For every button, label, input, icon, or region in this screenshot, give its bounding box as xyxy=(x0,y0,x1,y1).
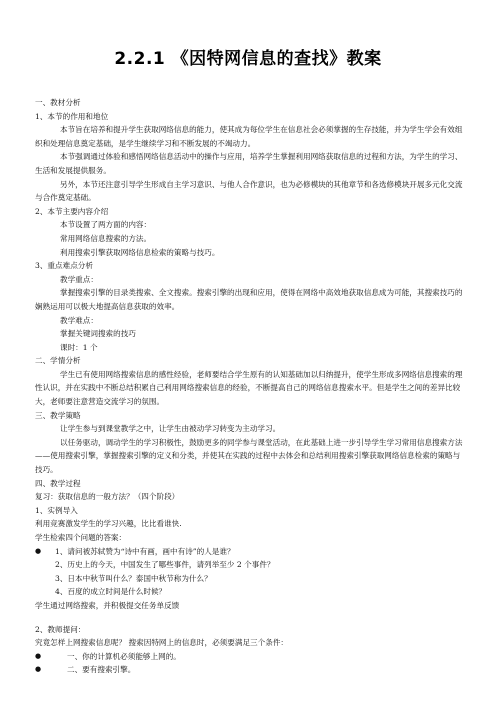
bullet-dot-icon: ● xyxy=(35,665,42,674)
text-line: 学生已有使用网络搜索信息的感性经验，老师要结合学生原有的认知基础加以归纳提升，使学生形成多网络信息搜索的理性认识，并在实践中不断总结积累自己利用网络搜索信息的经验，不断提高自己的网络信息搜索水平。但是学生之间的差异比较大，老师要注意营造交流学习的氛围。 xyxy=(35,369,463,407)
text-line: 利用竞赛激发学生的学习兴趣，比比看谁快. xyxy=(35,519,182,529)
document-body xyxy=(35,96,465,677)
text-line: 掌握关键词搜索的技巧 xyxy=(60,329,136,339)
bullet-text: 3、日本中秋节叫什么？泰国中秋节称为什么？ xyxy=(55,573,212,583)
text-line: 四、教学过程 xyxy=(35,478,81,488)
text-line: 二、学情分析 xyxy=(35,356,81,366)
bullet-text: 2、历史上的今天，中国发生了哪些事件，请列举至少 2 个事件？ xyxy=(55,560,275,570)
bullet-dot-icon: ● xyxy=(35,546,42,555)
text-line: 教学难点： xyxy=(60,315,98,325)
section-heading: 2、教师提问： xyxy=(35,624,86,634)
text-line: 复习：获取信息的一般方法？（四个阶段） xyxy=(35,492,180,502)
bullet-text: 二、要有搜索引擎。 xyxy=(67,665,136,675)
text-line: 课时：1 个 xyxy=(60,342,98,352)
text-line: 三、教学策略 xyxy=(35,410,81,420)
text-line: 掌握搜索引擎的目录类搜索、全文搜索。搜索引擎的出现和应用，使得在网络中高效地获取信息成为可能，其搜索技巧的娴熟运用可以极大地提高信息获取的效率。 xyxy=(35,288,463,311)
text-line: 1、本节的作用和地位 xyxy=(35,111,109,121)
bullet-text: 4、百度的成立时间是什么时候？ xyxy=(55,587,167,597)
question-line: 究竟怎样上网搜索信息呢？ 搜索因特网上的信息时，必须要满足三个条件： xyxy=(35,638,289,648)
bullet-item xyxy=(35,558,465,572)
text-line: 以任务驱动，调动学生的学习积极性，鼓励更多的同学参与课堂活动，在此基础上进一步引导学生学习常用信息搜索方法——使用搜索引擎，掌握搜索引擎的定义和分类，并使其在实践的过程中去体会和总结利用搜索引擎获取网络信息检索的策略与技巧。 xyxy=(35,437,463,475)
feedback-line: 学生通过网络搜索，并积极提交任务单反馈 xyxy=(35,600,180,610)
text-line: 本节设置了两方面的内容： xyxy=(60,220,152,230)
text-line: 让学生参与到课堂教学之中，让学生由被动学习转变为主动学习。 xyxy=(60,424,281,434)
bullet-item xyxy=(35,585,465,599)
bullet-dot-icon xyxy=(35,558,49,572)
question-list xyxy=(35,545,465,599)
text-line: 一、教材分析 xyxy=(35,98,81,107)
text-line: 学生检索四个问题的答案： xyxy=(35,533,127,542)
bullet-item xyxy=(35,572,465,586)
spacer xyxy=(35,613,465,623)
text-line: 常用网络信息搜索的方法。 xyxy=(60,233,152,243)
text-line: 本节旨在培养和提升学生获取网络信息的能力，使其成为每位学生在信息社会必须掌握的生存技能，并为学生学会有效组织和处理信息奠定基础，是学生继续学习和不断发展的不竭动力。 xyxy=(35,125,463,148)
bullet-dot-icon xyxy=(35,572,49,586)
text-line: 教学重点： xyxy=(60,274,98,284)
text-line: 2、本节主要内容介绍 xyxy=(35,206,109,216)
text-line: 另外，本节还注意引导学生形成自主学习意识、与他人合作意识，也为必修模块的其他章节和各选修模块开展多元化交流与合作奠定基础。 xyxy=(35,179,463,203)
bullet-item xyxy=(35,545,465,559)
text-line: 利用搜索引擎获取网络信息检索的策略与技巧。 xyxy=(60,247,220,257)
text-line: 本节强调通过体验和感悟网络信息活动中的操作与应用，培养学生掌握利用网络获取信息的过程和方法，为学生的学习、生活和发展提供服务。 xyxy=(35,152,463,175)
bullet-text: 1、请问被苏轼赞为“诗中有画，画中有诗”的人是谁？ xyxy=(55,546,235,556)
bullet-item xyxy=(35,663,465,677)
document-title: 2.2.1 《因特网信息的查找》教案 xyxy=(114,49,382,69)
bullet-dot-icon: ● xyxy=(35,651,42,660)
text-line: 1、实例导入 xyxy=(35,505,78,515)
bullet-text: 一、你的计算机必须能够上网的。 xyxy=(67,651,181,661)
bullet-dot-icon xyxy=(35,585,49,599)
text-lines xyxy=(35,96,465,545)
text-line: 3、重点难点分析 xyxy=(35,261,93,271)
bullet-item xyxy=(35,650,465,664)
condition-list xyxy=(35,650,465,677)
